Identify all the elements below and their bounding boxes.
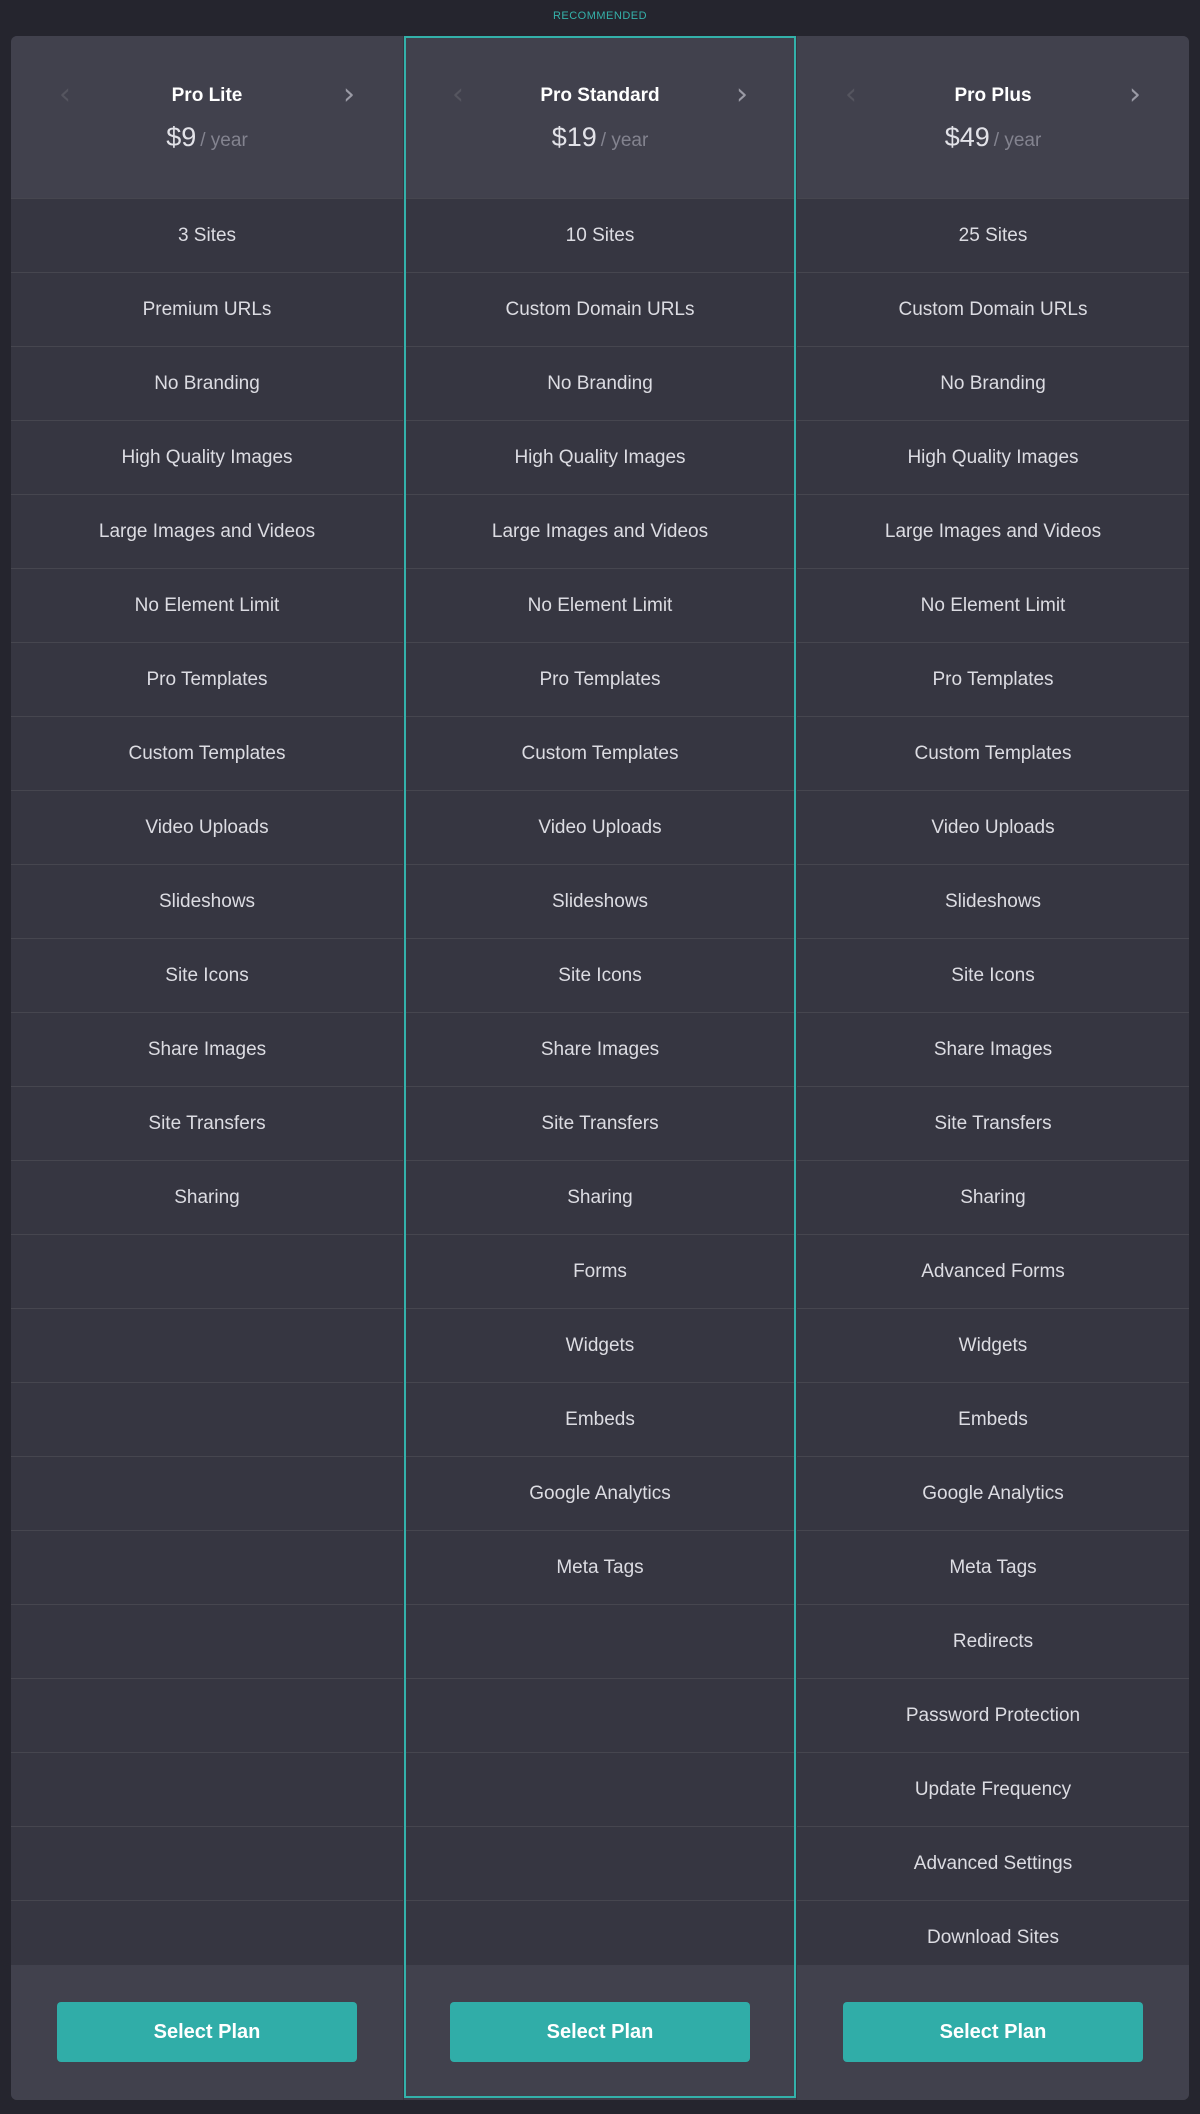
feature-row: High Quality Images bbox=[11, 420, 403, 494]
plan-header bbox=[11, 36, 403, 198]
feature-row: Widgets bbox=[404, 1308, 796, 1382]
feature-row: Pro Templates bbox=[797, 642, 1189, 716]
feature-row: Update Frequency bbox=[797, 1752, 1189, 1826]
chevron-right-icon[interactable]: › bbox=[1129, 77, 1141, 112]
feature-row bbox=[11, 1234, 403, 1308]
feature-row: Site Transfers bbox=[404, 1086, 796, 1160]
feature-row: Large Images and Videos bbox=[11, 494, 403, 568]
plan-column-pro-lite bbox=[11, 36, 403, 2100]
feature-row: Advanced Forms bbox=[797, 1234, 1189, 1308]
feature-row: Embeds bbox=[404, 1382, 796, 1456]
feature-row: No Element Limit bbox=[404, 568, 796, 642]
plan-price-line bbox=[11, 122, 403, 153]
plan-name: Pro Standard bbox=[540, 85, 660, 106]
feature-row: Share Images bbox=[797, 1012, 1189, 1086]
feature-row: Site Transfers bbox=[11, 1086, 403, 1160]
feature-row: Sharing bbox=[797, 1160, 1189, 1234]
feature-row: 3 Sites bbox=[11, 198, 403, 272]
feature-row: High Quality Images bbox=[404, 420, 796, 494]
feature-row: Video Uploads bbox=[11, 790, 403, 864]
feature-row bbox=[11, 1456, 403, 1530]
chevron-left-icon[interactable]: ‹ bbox=[845, 77, 857, 112]
feature-row: Advanced Settings bbox=[797, 1826, 1189, 1900]
feature-row bbox=[404, 1900, 796, 1974]
recommended-label: RECOMMENDED bbox=[552, 10, 648, 22]
feature-row bbox=[11, 1382, 403, 1456]
feature-row: No Branding bbox=[11, 346, 403, 420]
plan-header bbox=[797, 36, 1189, 198]
plan-footer bbox=[11, 1965, 403, 2100]
plan-column-pro-plus bbox=[797, 36, 1189, 2100]
feature-list bbox=[404, 198, 796, 1974]
feature-row bbox=[11, 1308, 403, 1382]
feature-row: Sharing bbox=[404, 1160, 796, 1234]
feature-row bbox=[404, 1678, 796, 1752]
feature-row: Custom Domain URLs bbox=[797, 272, 1189, 346]
plan-period: / year bbox=[993, 130, 1042, 151]
feature-row: Pro Templates bbox=[11, 642, 403, 716]
feature-row bbox=[11, 1900, 403, 1974]
plan-footer bbox=[404, 1965, 796, 2100]
chevron-right-icon[interactable]: › bbox=[343, 77, 355, 112]
plan-period: / year bbox=[600, 130, 649, 151]
feature-row: Slideshows bbox=[404, 864, 796, 938]
feature-row: Download Sites bbox=[797, 1900, 1189, 1974]
feature-row: 25 Sites bbox=[797, 198, 1189, 272]
feature-row: High Quality Images bbox=[797, 420, 1189, 494]
feature-row: Video Uploads bbox=[404, 790, 796, 864]
feature-row: No Element Limit bbox=[11, 568, 403, 642]
feature-row: Slideshows bbox=[11, 864, 403, 938]
plan-column-pro-standard bbox=[404, 36, 796, 2100]
feature-row: Google Analytics bbox=[404, 1456, 796, 1530]
plan-price-line bbox=[404, 122, 796, 153]
plan-name: Pro Plus bbox=[954, 85, 1032, 106]
feature-row: Custom Domain URLs bbox=[404, 272, 796, 346]
plan-price: $49 bbox=[944, 122, 990, 152]
feature-row: Large Images and Videos bbox=[797, 494, 1189, 568]
chevron-left-icon[interactable]: ‹ bbox=[452, 77, 464, 112]
plan-footer bbox=[797, 1965, 1189, 2100]
feature-row: Custom Templates bbox=[404, 716, 796, 790]
feature-row: No Branding bbox=[797, 346, 1189, 420]
select-plan-button[interactable]: Select Plan bbox=[57, 2002, 357, 2062]
select-plan-button[interactable]: Select Plan bbox=[450, 2002, 750, 2062]
feature-list bbox=[11, 198, 403, 1974]
feature-row: Share Images bbox=[11, 1012, 403, 1086]
select-plan-button[interactable]: Select Plan bbox=[843, 2002, 1143, 2062]
feature-row bbox=[404, 1826, 796, 1900]
feature-row: Site Icons bbox=[11, 938, 403, 1012]
feature-row: Pro Templates bbox=[404, 642, 796, 716]
feature-row: No Branding bbox=[404, 346, 796, 420]
feature-row: Widgets bbox=[797, 1308, 1189, 1382]
feature-row: Premium URLs bbox=[11, 272, 403, 346]
feature-row: Video Uploads bbox=[797, 790, 1189, 864]
feature-row: Site Transfers bbox=[797, 1086, 1189, 1160]
feature-row: Slideshows bbox=[797, 864, 1189, 938]
feature-row: Google Analytics bbox=[797, 1456, 1189, 1530]
feature-row: Custom Templates bbox=[11, 716, 403, 790]
feature-row: Custom Templates bbox=[797, 716, 1189, 790]
feature-list bbox=[797, 198, 1189, 1974]
feature-row: Redirects bbox=[797, 1604, 1189, 1678]
plan-name: Pro Lite bbox=[171, 85, 243, 106]
feature-row: Forms bbox=[404, 1234, 796, 1308]
feature-row: Meta Tags bbox=[797, 1530, 1189, 1604]
feature-row: Large Images and Videos bbox=[404, 494, 796, 568]
chevron-right-icon[interactable]: › bbox=[736, 77, 748, 112]
plan-price-line bbox=[797, 122, 1189, 153]
feature-row: 10 Sites bbox=[404, 198, 796, 272]
plan-period: / year bbox=[200, 130, 248, 151]
feature-row: Site Icons bbox=[404, 938, 796, 1012]
feature-row: Site Icons bbox=[797, 938, 1189, 1012]
feature-row: Share Images bbox=[404, 1012, 796, 1086]
feature-row: Sharing bbox=[11, 1160, 403, 1234]
plan-price: $9 bbox=[166, 122, 197, 152]
feature-row: Password Protection bbox=[797, 1678, 1189, 1752]
chevron-left-icon[interactable]: ‹ bbox=[59, 77, 71, 112]
feature-row bbox=[404, 1604, 796, 1678]
plan-price: $19 bbox=[551, 122, 597, 152]
feature-row bbox=[11, 1826, 403, 1900]
feature-row bbox=[11, 1604, 403, 1678]
feature-row: Meta Tags bbox=[404, 1530, 796, 1604]
feature-row: No Element Limit bbox=[797, 568, 1189, 642]
feature-row bbox=[11, 1678, 403, 1752]
feature-row bbox=[11, 1530, 403, 1604]
feature-row bbox=[404, 1752, 796, 1826]
pricing-table bbox=[11, 36, 1189, 2100]
plan-header bbox=[404, 36, 796, 198]
feature-row: Embeds bbox=[797, 1382, 1189, 1456]
feature-row bbox=[11, 1752, 403, 1826]
